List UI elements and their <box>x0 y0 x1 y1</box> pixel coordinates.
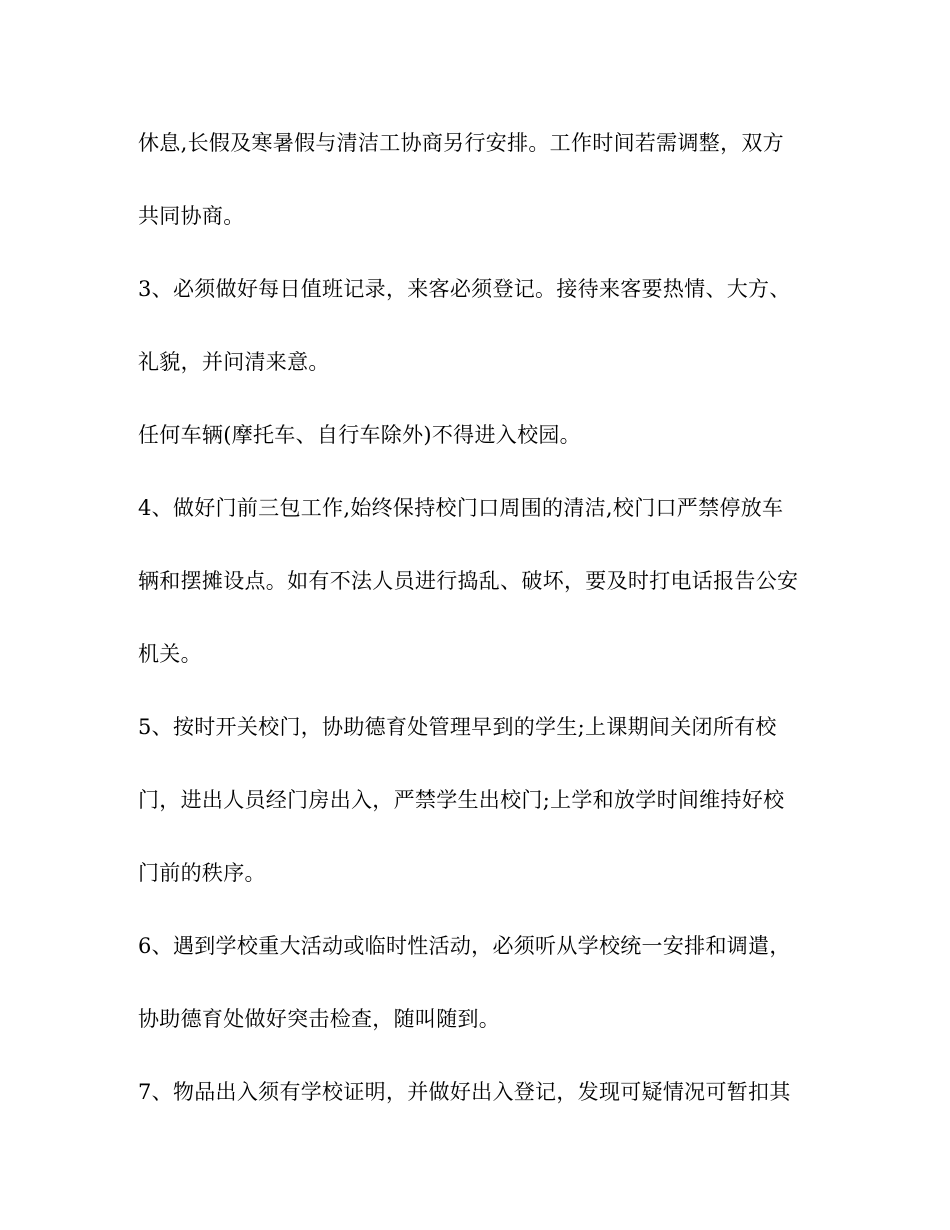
text-line: 共同协商。 <box>138 204 245 228</box>
text-line: 辆和摆摊设点。如有不法人员进行捣乱、破坏，要及时打电话报告公安 <box>138 569 799 593</box>
text-line: 休息,长假及寒暑假与清洁工协商另行安排。工作时间若需调整，双方 <box>138 131 784 155</box>
text-line: 协助德育处做好突击检查，随叫随到。 <box>138 1007 501 1031</box>
text-line: 礼貌，并问清来意。 <box>138 350 330 374</box>
text-line: 任何车辆(摩托车、自行车除外)不得进入校园。 <box>138 423 581 447</box>
text-line: 门前的秩序。 <box>138 861 266 885</box>
text-line: 5、按时开关校门，协助德育处管理早到的学生;上课期间关闭所有校 <box>138 715 777 739</box>
text-line: 4、做好门前三包工作,始终保持校门口周围的清洁,校门口严禁停放车 <box>138 496 784 520</box>
text-line: 3、必须做好每日值班记录，来客必须登记。接待来客要热情、大方、 <box>138 277 791 301</box>
text-line: 门，进出人员经门房出入，严禁学生出校门;上学和放学时间维持好校 <box>138 788 785 812</box>
text-line: 机关。 <box>138 642 202 666</box>
text-line: 7、物品出入须有学校证明，并做好出入登记，发现可疑情况可暂扣其 <box>138 1080 791 1104</box>
text-line: 6、遇到学校重大活动或临时性活动，必须听从学校统一安排和调遣， <box>138 934 791 958</box>
